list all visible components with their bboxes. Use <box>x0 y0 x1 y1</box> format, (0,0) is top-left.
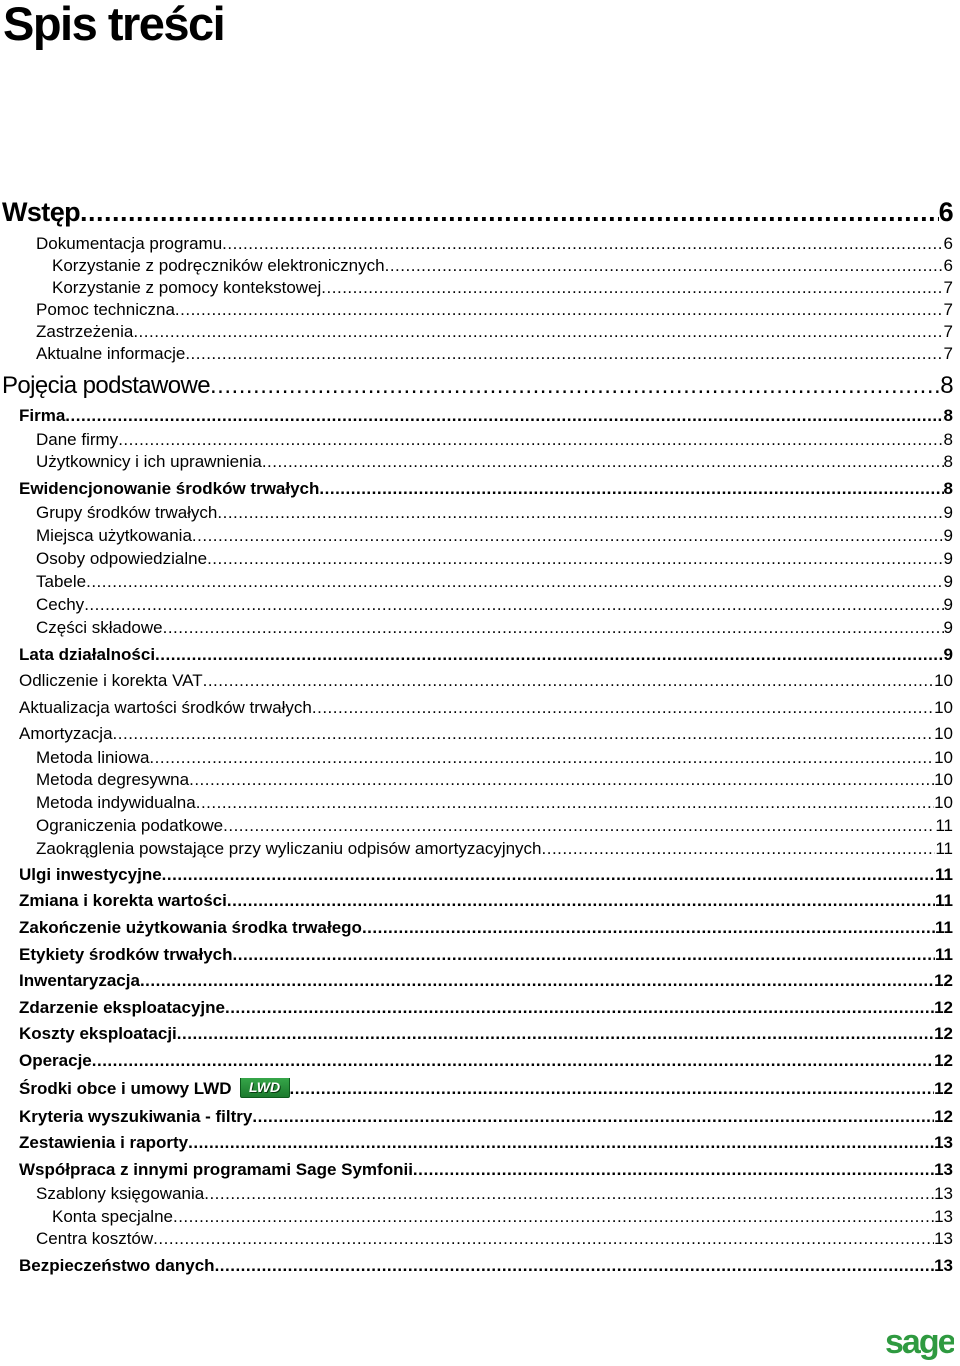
toc-entry[interactable] <box>36 770 953 790</box>
toc-entry-title <box>2 372 210 400</box>
toc-dot-leader <box>189 770 934 790</box>
toc-page-number: 7 <box>943 278 953 297</box>
toc-entry-title <box>36 234 222 254</box>
toc-entry-text: Pojęcia podstawowe <box>2 372 211 399</box>
toc-entry-title <box>36 526 192 546</box>
toc-dot-leader <box>207 549 943 569</box>
toc-entry-title <box>36 595 84 615</box>
toc-page-number: 11 <box>935 891 953 910</box>
toc-dot-leader <box>86 572 943 592</box>
toc-entry[interactable] <box>19 698 953 718</box>
toc-dot-leader <box>113 724 935 744</box>
toc-entry-text: Zastrzeżenia <box>36 322 134 341</box>
toc-entry-title <box>19 1051 92 1071</box>
toc-entry[interactable] <box>36 452 953 472</box>
toc-entry-text: Amortyzacja <box>19 724 113 743</box>
toc-entry-title <box>19 479 319 499</box>
toc-entry-text: Osoby odpowiedzialne <box>36 549 208 568</box>
toc-entry[interactable] <box>36 748 953 768</box>
toc-entry-title <box>36 322 133 342</box>
toc-entry[interactable] <box>52 1207 953 1227</box>
toc-entry-text: Dokumentacja programu <box>36 234 223 253</box>
toc-entry-text: Aktualizacja wartości środków trwałych <box>19 698 312 717</box>
toc-page-number: 11 <box>935 839 953 858</box>
toc-entry[interactable] <box>36 549 953 569</box>
toc-entry-title <box>19 698 312 718</box>
toc-entry-title <box>52 256 385 276</box>
toc-page-number: 13 <box>934 1229 953 1248</box>
toc-dot-leader <box>65 406 943 426</box>
toc-dot-leader <box>222 234 943 254</box>
toc-page-number: 10 <box>934 724 953 743</box>
toc-entry-text: Zestawienia i raporty <box>19 1133 189 1152</box>
toc-entry[interactable] <box>19 1133 953 1153</box>
toc-entry[interactable] <box>19 671 953 691</box>
toc-dot-leader <box>118 430 943 450</box>
toc-entry-text: Grupy środków trwałych <box>36 503 218 522</box>
toc-entry-title <box>36 503 217 523</box>
toc-dot-leader <box>140 971 934 991</box>
toc-dot-leader <box>177 1024 934 1044</box>
toc-page-number: 7 <box>943 322 953 341</box>
toc-entry-text: Ograniczenia podatkowe <box>36 816 224 835</box>
toc-dot-leader <box>175 300 944 320</box>
toc-entry[interactable] <box>36 793 953 813</box>
toc-entry-title <box>19 891 227 911</box>
toc-page-number: 9 <box>943 526 953 545</box>
toc-entry[interactable] <box>36 526 953 546</box>
toc-page-number: 6 <box>938 197 953 227</box>
toc-entry[interactable] <box>19 1078 953 1100</box>
toc-page-number: 9 <box>943 645 953 664</box>
toc-page-number: 7 <box>943 300 953 319</box>
toc-dot-leader <box>188 1133 934 1153</box>
toc-dot-leader <box>542 839 936 859</box>
toc-entry[interactable] <box>36 322 953 342</box>
toc-dot-leader <box>252 1107 934 1127</box>
toc-page-number: 10 <box>934 770 953 789</box>
toc-entry-title <box>36 572 86 592</box>
toc-entry[interactable] <box>36 430 953 450</box>
toc-entry-text: Etykiety środków trwałych <box>19 945 233 964</box>
toc-page-number: 9 <box>943 549 953 568</box>
toc-entry-text: Metoda indywidualna <box>36 793 196 812</box>
toc-dot-leader <box>319 479 943 499</box>
toc-entry-text: Koszty eksploatacji <box>19 1024 177 1043</box>
toc-page-number: 12 <box>934 1107 953 1126</box>
toc-entry-title <box>36 1229 153 1249</box>
toc-entry-text: Metoda degresywna <box>36 770 190 789</box>
toc-entry-text: Inwentaryzacja <box>19 971 140 990</box>
toc-dot-leader <box>227 891 935 911</box>
toc-dot-leader <box>149 748 934 768</box>
toc-entry-text: Firma <box>19 406 66 425</box>
toc-page-number: 9 <box>943 618 953 637</box>
toc-entry-text: Zdarzenie eksploatacyjne <box>19 998 225 1017</box>
toc-entry[interactable] <box>36 344 953 364</box>
toc-page-number: 11 <box>935 816 953 835</box>
toc-dot-leader <box>233 945 935 965</box>
toc-entry-title <box>36 748 149 768</box>
toc-entry-title <box>19 1160 413 1180</box>
toc-entry-text: Pomoc techniczna <box>36 300 175 319</box>
toc-entry-title <box>19 645 155 665</box>
toc-entry[interactable] <box>19 1051 953 1071</box>
toc-entry-text: Środki obce i umowy LWD <box>19 1079 232 1098</box>
toc-dot-leader <box>321 278 943 298</box>
toc-entry[interactable] <box>19 971 953 991</box>
toc-page-number: 12 <box>934 971 953 990</box>
toc-entry-text: Miejsca użytkowania <box>36 526 192 545</box>
toc-page-number: 13 <box>934 1160 953 1179</box>
toc-page-number: 11 <box>935 918 953 937</box>
toc-entry-text: Zaokrąglenia powstające przy wyliczaniu odpisów amortyzacyjnych <box>36 839 542 858</box>
toc-dot-leader <box>413 1160 934 1180</box>
toc-entry-text: Korzystanie z pomocy kontekstowej <box>52 278 322 297</box>
toc-entry[interactable] <box>19 865 953 885</box>
toc-entry[interactable] <box>19 891 953 911</box>
toc-entry-title <box>36 839 542 859</box>
toc-entry-text: Aktualne informacje <box>36 344 186 363</box>
toc-page-number: 10 <box>934 698 953 717</box>
toc-page-number: 12 <box>934 1051 953 1070</box>
toc-entry[interactable] <box>36 234 953 254</box>
toc-entry-title <box>19 971 140 991</box>
toc-entry-title <box>36 770 189 790</box>
toc-entry-text: Bezpieczeństwo danych <box>19 1256 215 1275</box>
toc-entry[interactable] <box>19 945 953 965</box>
toc-dot-leader <box>84 595 943 615</box>
toc-entry-title <box>36 344 185 364</box>
toc-entry-text: Szablony księgowania <box>36 1184 205 1203</box>
toc-page-number: 13 <box>934 1184 953 1203</box>
toc-dot-leader <box>185 344 943 364</box>
toc-entry-text: Dane firmy <box>36 430 119 449</box>
toc-entry[interactable] <box>19 918 953 938</box>
toc-entry-title <box>36 618 163 638</box>
toc-entry[interactable] <box>19 479 953 499</box>
toc-dot-leader <box>133 322 943 342</box>
toc-entry-title <box>52 1207 173 1227</box>
toc-entry[interactable] <box>2 197 953 228</box>
toc-page-number: 10 <box>934 671 953 690</box>
toc-entry-text: Tabele <box>36 572 87 591</box>
toc-page-number: 11 <box>935 945 953 964</box>
toc-entry-title <box>36 793 196 813</box>
toc-page-number: 11 <box>935 865 953 884</box>
toc-entry-title <box>19 406 65 426</box>
toc-dot-leader <box>173 1207 934 1227</box>
toc-entry-text: Cechy <box>36 595 85 614</box>
toc-entry-text: Lata działalności <box>19 645 156 664</box>
toc-entry-text: Ewidencjonowanie środków trwałych <box>19 479 320 498</box>
toc-dot-leader <box>92 1051 934 1071</box>
toc-entry-text: Odliczenie i korekta VAT <box>19 671 203 690</box>
toc-entry-title <box>36 816 223 836</box>
toc-entry-title <box>19 918 362 938</box>
page-title: Spis treści <box>3 0 225 50</box>
toc-entry-text: Części składowe <box>36 618 163 637</box>
toc-dot-leader <box>225 998 934 1018</box>
toc-entry-title <box>19 1256 215 1276</box>
toc-dot-leader <box>80 197 939 228</box>
toc-dot-leader <box>223 816 935 836</box>
toc-entry[interactable] <box>19 645 953 665</box>
toc-entry[interactable] <box>36 839 953 859</box>
toc-entry[interactable] <box>52 278 953 298</box>
toc-dot-leader <box>215 1256 935 1276</box>
toc-entry[interactable] <box>36 816 953 836</box>
toc-entry-text: Zakończenie użytkowania środka trwałego <box>19 918 362 937</box>
toc-page-number: 10 <box>934 793 953 812</box>
toc-entry[interactable] <box>36 1184 953 1204</box>
toc-entry-text: Współpraca z innymi programami Sage Symfonii <box>19 1160 413 1179</box>
toc-dot-leader <box>362 918 935 938</box>
toc-entry-text: Kryteria wyszukiwania - filtry <box>19 1107 253 1126</box>
sage-logo <box>884 1325 954 1361</box>
toc-dot-leader <box>155 645 943 665</box>
toc-entry-text: Zmiana i korekta wartości <box>19 891 227 910</box>
toc-entry-title <box>19 1107 252 1127</box>
toc-page-number: 12 <box>934 1079 953 1098</box>
toc-dot-leader <box>204 1184 934 1204</box>
toc-entry-title <box>19 1078 290 1100</box>
toc-dot-leader <box>217 503 943 523</box>
toc-entry-title <box>19 1133 188 1153</box>
toc-page-number: 9 <box>943 595 953 614</box>
toc-entry[interactable] <box>19 724 953 744</box>
toc-dot-leader <box>196 793 934 813</box>
lwd-icon: LWD <box>240 1078 290 1098</box>
toc-page-number: 7 <box>943 344 953 363</box>
toc-entry[interactable] <box>19 1024 953 1044</box>
toc-entry-text: Konta specjalne <box>52 1207 173 1226</box>
toc-entry[interactable] <box>2 372 953 400</box>
toc-entry-title <box>2 197 80 228</box>
toc-page-number: 8 <box>943 479 953 498</box>
toc-entry-text: Metoda liniowa <box>36 748 150 767</box>
toc-entry-title <box>36 300 175 320</box>
toc-dot-leader <box>192 526 944 546</box>
toc-dot-leader <box>385 256 944 276</box>
toc-page-number: 9 <box>943 503 953 522</box>
toc-dot-leader <box>210 372 940 400</box>
toc-entry-title <box>19 998 225 1018</box>
toc-entry-title <box>19 724 113 744</box>
toc-entry[interactable] <box>36 503 953 523</box>
toc-dot-leader <box>162 865 935 885</box>
toc-page-number: 12 <box>934 1024 953 1043</box>
toc-entry[interactable] <box>19 406 953 426</box>
toc-entry[interactable] <box>19 1160 953 1180</box>
toc-entry[interactable] <box>36 1229 953 1249</box>
toc-page-number: 13 <box>934 1256 953 1275</box>
toc-entry[interactable] <box>36 595 953 615</box>
toc-entry[interactable] <box>19 1107 953 1127</box>
toc-entry-title <box>36 549 207 569</box>
toc-page-number: 8 <box>940 372 953 399</box>
toc-page-number: 13 <box>934 1207 953 1226</box>
toc-entry-title <box>36 430 118 450</box>
toc-entry[interactable] <box>36 300 953 320</box>
toc-dot-leader <box>290 1079 935 1099</box>
toc-dot-leader <box>153 1229 934 1249</box>
toc-entry-title <box>36 1184 204 1204</box>
toc-page-number: 12 <box>934 998 953 1017</box>
toc-dot-leader <box>312 698 934 718</box>
toc-entry-title <box>19 945 233 965</box>
toc-entry-text: Korzystanie z podręczników elektronicznych <box>52 256 385 275</box>
toc-entry[interactable] <box>52 256 953 276</box>
toc-page-number: 8 <box>943 452 953 471</box>
toc-entry-text: Wstęp <box>2 197 81 227</box>
toc-entry-title <box>52 278 321 298</box>
toc-entry-text: Użytkownicy i ich uprawnienia <box>36 452 262 471</box>
toc-entry[interactable] <box>19 998 953 1018</box>
toc-dot-leader <box>262 452 944 472</box>
toc-page-number: 8 <box>943 406 953 425</box>
toc-entry[interactable] <box>36 618 953 638</box>
sage-logo-text: sage <box>885 1325 954 1361</box>
toc-page-number: 8 <box>943 430 953 449</box>
toc-page-number: 6 <box>943 256 953 275</box>
toc-page-number: 10 <box>934 748 953 767</box>
toc-entry-text: Ulgi inwestycyjne <box>19 865 162 884</box>
toc-entry-title <box>19 671 203 691</box>
toc-page-number: 13 <box>934 1133 953 1152</box>
toc-page-number: 6 <box>943 234 953 253</box>
toc-page-number: 9 <box>943 572 953 591</box>
toc-entry-title <box>19 1024 177 1044</box>
toc-entry-text: Operacje <box>19 1051 92 1070</box>
toc-entry-text: Centra kosztów <box>36 1229 154 1248</box>
toc-entry[interactable] <box>19 1256 953 1276</box>
toc-dot-leader <box>203 671 934 691</box>
toc-entry-title <box>19 865 162 885</box>
toc-entry[interactable] <box>36 572 953 592</box>
toc-dot-leader <box>163 618 944 638</box>
toc-entry-title <box>36 452 262 472</box>
